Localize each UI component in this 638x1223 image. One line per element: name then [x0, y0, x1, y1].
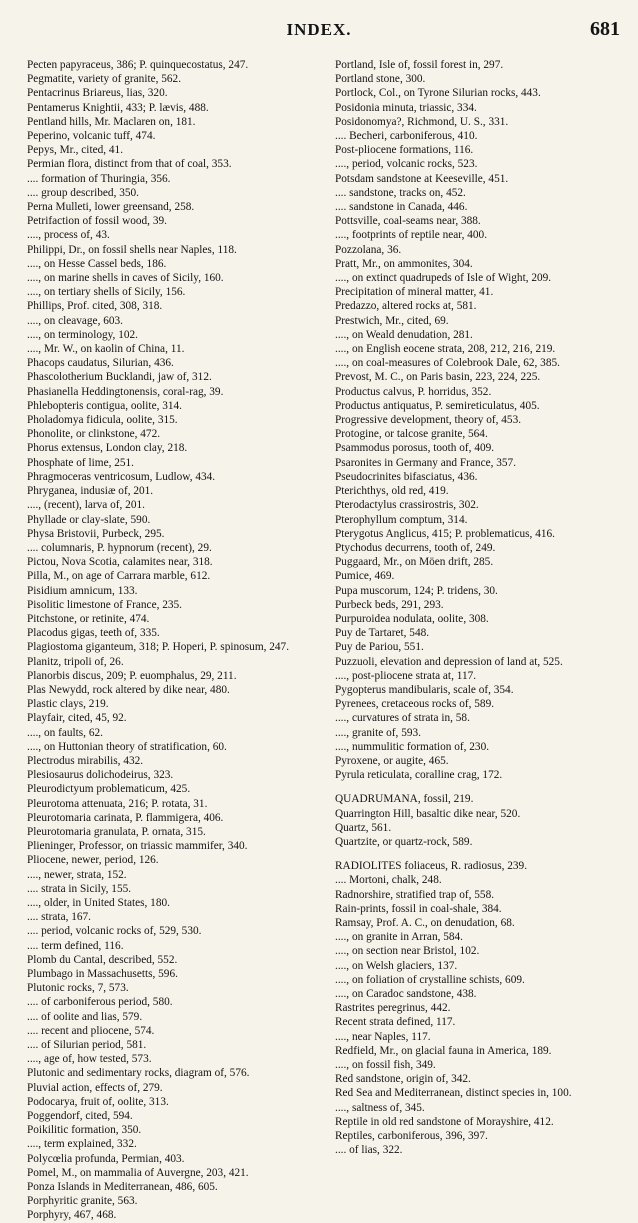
index-entry: Pentamerus Knightii, 433; P. lævis, 488.	[27, 101, 209, 114]
index-entry: Philippi, Dr., on fossil shells near Naples, 118.	[27, 243, 237, 256]
index-entry: ...., on coal-measures of Colebrook Dale, 62, 385.	[335, 357, 560, 370]
index-entry: ...., granite of, 593.	[335, 726, 421, 739]
index-entry: .... sandstone, tracks on, 452.	[335, 186, 466, 199]
index-entry: ...., on fossil fish, 349.	[335, 1059, 436, 1072]
index-entry: .... columnaris, P. hypnorum (recent), 29.	[27, 541, 212, 554]
index-entry: Posidonia minuta, triassic, 334.	[335, 101, 477, 114]
index-entry: Plagiostoma giganteum, 318; P. Hoperi, P. spinosum, 247.	[27, 641, 290, 654]
index-column-left	[27, 58, 317, 1223]
index-entry: Plieninger, Professor, on triassic mammifer, 340.	[27, 840, 248, 853]
index-entry: Petrifaction of fossil wood, 39.	[27, 215, 167, 228]
index-entry: Pratt, Mr., on ammonites, 304.	[335, 257, 473, 270]
index-entry: Rastrites peregrinus, 442.	[335, 1002, 451, 1015]
index-entry: Poikilitic formation, 350.	[27, 1124, 142, 1137]
index-entry: Productus antiquatus, P. semireticulatus, 405.	[335, 399, 540, 412]
index-entry: ...., post-pliocene strata at, 117.	[335, 669, 477, 682]
index-entry: Reptile in old red sandstone of Morayshire, 412.	[335, 1115, 554, 1128]
index-entry: Phasianella Heddingtonensis, coral-rag, 39.	[27, 385, 224, 398]
index-entry: Pterygotus Anglicus, 415; P. problematicus, 416.	[335, 527, 555, 540]
index-entry: Pisidium amnicum, 133.	[27, 584, 138, 597]
index-entry: Psaronites in Germany and France, 357.	[335, 456, 517, 469]
index-entry: ...., on marine shells in caves of Sicily, 160.	[27, 272, 224, 285]
index-entry: ...., on Hesse Cassel beds, 186.	[27, 257, 167, 270]
index-entry: Precipitation of mineral matter, 41.	[335, 286, 494, 299]
index-entry: Puy de Pariou, 551.	[335, 641, 424, 654]
index-entry: Psammodus porosus, tooth of, 409.	[335, 442, 495, 455]
index-entry: Puzzuoli, elevation and depression of land at, 525.	[335, 655, 563, 668]
index-entry: .... Becheri, carboniferous, 410.	[335, 130, 478, 143]
index-entry: Pozzolana, 36.	[335, 243, 402, 256]
index-entry: Phonolite, or clinkstone, 472.	[27, 428, 161, 441]
index-entry: Quartz, 561.	[335, 821, 392, 834]
index-entry: Plumbago in Massachusetts, 596.	[27, 968, 178, 980]
index-entry: ...., older, in United States, 180.	[27, 896, 170, 909]
index-entry: .... of carboniferous period, 580.	[27, 996, 173, 1009]
index-entry: Pupa muscorum, 124; P. tridens, 30.	[335, 584, 498, 597]
index-entry: Portlock, Col., on Tyrone Silurian rocks, 443.	[335, 87, 541, 100]
index-column-right	[335, 58, 625, 1157]
index-entry: ...., nummulitic formation of, 230.	[335, 740, 490, 753]
index-entry: Poggendorf, cited, 594.	[27, 1110, 133, 1123]
index-entry: ...., on Huttonian theory of stratification, 60.	[27, 740, 227, 753]
index-entry: ...., on English eocene strata, 208, 212, 216, 219.	[335, 343, 556, 356]
page-title: INDEX.	[286, 20, 352, 39]
index-entry: ...., (recent), larva of, 201.	[27, 499, 145, 512]
index-entry: .... formation of Thuringia, 356.	[27, 172, 171, 185]
index-entry: Prestwich, Mr., cited, 69.	[335, 314, 449, 327]
index-entry: .... period, volcanic rocks of, 529, 530.	[27, 925, 202, 938]
index-entry: Phragmoceras ventricosum, Ludlow, 434.	[27, 470, 216, 483]
index-entry: ...., footprints of reptile near, 400.	[335, 229, 488, 242]
index-entry: Plesiosaurus dolichodeirus, 323.	[27, 769, 174, 782]
index-entry: Plutonic rocks, 7, 573.	[27, 982, 129, 995]
index-entry: ...., curvatures of strata in, 58.	[335, 712, 470, 725]
index-entry: Plastic clays, 219.	[27, 698, 109, 711]
index-entry: Pyrenees, cretaceous rocks of, 589.	[335, 698, 495, 711]
index-entry: .... strata, 167.	[27, 911, 92, 924]
index-entry: Phorus extensus, London clay, 218.	[27, 442, 188, 455]
index-entry: ...., process of, 43.	[27, 229, 110, 242]
index-entry: Pilla, M., on age of Carrara marble, 612.	[27, 570, 211, 583]
index-entry: ...., term explained, 332.	[27, 1138, 137, 1151]
index-entry: Polycœlia profunda, Permian, 403.	[27, 1152, 185, 1165]
index-entry: Planitz, tripoli of, 26.	[27, 655, 124, 668]
index-entry: Puy de Tartaret, 548.	[335, 627, 430, 640]
index-entry: .... of lias, 322.	[335, 1144, 403, 1157]
index-entry: Portland, Isle of, fossil forest in, 297.	[335, 59, 504, 71]
index-entry: Pleurotoma attenuata, 216; P. rotata, 31.	[27, 797, 208, 810]
index-entry: Pecten papyraceus, 386; P. quinquecostatus, 247.	[27, 59, 249, 71]
index-entry: Plomb du Cantal, described, 552.	[27, 953, 178, 966]
index-entry: .... of Silurian period, 581.	[27, 1039, 147, 1052]
index-entry: RADIOLITES foliaceus, R. radiosus, 239.	[335, 860, 528, 873]
index-entry: Perna Mulleti, lower greensand, 258.	[27, 201, 195, 214]
index-entry: Prevost, M. C., on Paris basin, 223, 224, 225.	[335, 371, 541, 384]
page-header	[0, 18, 638, 48]
index-entry: Posidonomya?, Richmond, U. S., 331.	[335, 115, 509, 128]
index-entry: ...., on tertiary shells of Sicily, 156.	[27, 286, 186, 299]
index-entry: Pleurotomaria granulata, P. ornata, 315.	[27, 825, 206, 838]
index-entry: ...., newer, strata, 152.	[27, 868, 127, 881]
index-entry: Pholadomya fidicula, oolite, 315.	[27, 414, 178, 427]
index-entry: Ramsay, Prof. A. C., on denudation, 68.	[335, 916, 515, 929]
index-entry: Permian flora, distinct from that of coal, 353.	[27, 158, 232, 171]
index-entry: Purpuroidea nodulata, oolite, 308.	[335, 612, 489, 625]
index-entry: Phlebopteris contigua, oolite, 314.	[27, 399, 182, 412]
index-entry: ...., on cleavage, 603.	[27, 314, 123, 327]
index-entry: Pitchstone, or retinite, 474.	[27, 612, 150, 625]
index-entry: Pumice, 469.	[335, 570, 395, 583]
index-entry: Reptiles, carboniferous, 396, 397.	[335, 1130, 488, 1143]
index-entry: Red sandstone, origin of, 342.	[335, 1073, 471, 1086]
index-entry: Phryganea, indusiæ of, 201.	[27, 485, 154, 498]
index-entry: Pygopterus mandibularis, scale of, 354.	[335, 683, 514, 696]
index-entry: Ptychodus decurrens, tooth of, 249.	[335, 541, 496, 554]
index-entry: Potsdam sandstone at Keeseville, 451.	[335, 172, 509, 185]
index-entry: .... Mortoni, chalk, 248.	[335, 874, 442, 887]
index-entry: Plas Newydd, rock altered by dike near, 480.	[27, 683, 230, 696]
index-entry: ...., on Caradoc sandstone, 438.	[335, 988, 477, 1000]
index-entry: ...., on faults, 62.	[27, 726, 103, 739]
index-entry: Pottsville, coal-seams near, 388.	[335, 215, 481, 228]
index-entry: ...., on section near Bristol, 102.	[335, 945, 480, 958]
index-entry: Puggaard, Mr., on Möen drift, 285.	[335, 556, 494, 569]
index-entry: Pyrula reticulata, coralline crag, 172.	[335, 769, 503, 782]
index-entry: ...., on extinct quadrupeds of Isle of Wight, 209.	[335, 272, 552, 285]
index-entry: Physa Bristovii, Purbeck, 295.	[27, 527, 165, 540]
index-entry: Phascolotherium Bucklandi, jaw of, 312.	[27, 371, 212, 384]
index-entry: Phillips, Prof. cited, 308, 318.	[27, 300, 163, 313]
index-entry: Pegmatite, variety of granite, 562.	[27, 73, 182, 86]
page-number: 681	[590, 18, 620, 40]
index-entry: Pleurotomaria carinata, P. flammigera, 406.	[27, 811, 224, 824]
index-entry: Placodus gigas, teeth of, 335.	[27, 627, 160, 640]
index-entry: Pisolitic limestone of France, 235.	[27, 598, 182, 611]
index-entry: Pseudocrinites bifasciatus, 436.	[335, 470, 478, 483]
index-entry: Pterichthys, old red, 419.	[335, 485, 449, 498]
index-entry: Playfair, cited, 45, 92.	[27, 712, 127, 725]
index-entry: .... term defined, 116.	[27, 939, 124, 952]
index-entry: Pterophyllum comptum, 314.	[335, 513, 468, 526]
index-entry: Pluvial action, effects of, 279.	[27, 1081, 163, 1094]
index-entry: Porphyry, 467, 468.	[27, 1209, 117, 1222]
index-entry: Pterodactylus crassirostris, 302.	[335, 499, 479, 512]
index-entry: Pyroxene, or augite, 465.	[335, 754, 449, 767]
index-entry: Post-pliocene formations, 116.	[335, 144, 474, 157]
index-entry: ...., on foliation of crystalline schists, 609.	[335, 973, 525, 986]
index-entry: Recent strata defined, 117.	[335, 1016, 456, 1029]
index-entry: ...., Mr. W., on kaolin of China, 11.	[27, 343, 185, 356]
index-entry: Peperino, volcanic tuff, 474.	[27, 130, 156, 143]
index-entry: Pleurodictyum problematicum, 425.	[27, 783, 191, 796]
index-entry: .... sandstone in Canada, 446.	[335, 201, 468, 214]
index-entry: Plutonic and sedimentary rocks, diagram of, 576.	[27, 1067, 250, 1080]
index-entry: Progressive development, theory of, 453.	[335, 414, 522, 427]
index-entry: Pictou, Nova Scotia, calamites near, 318.	[27, 556, 213, 569]
index-entry: Pentland hills, Mr. Maclaren on, 181.	[27, 115, 196, 128]
index-entry: Quartzite, or quartz-rock, 589.	[335, 835, 473, 848]
index-entry: Pepys, Mr., cited, 41.	[27, 144, 124, 157]
index-entry: Phosphate of lime, 251.	[27, 456, 134, 469]
index-entry: ...., on Weald denudation, 281.	[335, 328, 473, 341]
index-entry: Pliocene, newer, period, 126.	[27, 854, 159, 867]
index-entry: ...., on terminology, 102.	[27, 328, 138, 341]
index-entry: Portland stone, 300.	[335, 73, 426, 86]
index-entry: Predazzo, altered rocks at, 581.	[335, 300, 477, 313]
index-entry: Protogine, or talcose granite, 564.	[335, 428, 488, 441]
index-entry: .... strata in Sicily, 155.	[27, 882, 132, 895]
index-entry: Rain-prints, fossil in coal-shale, 384.	[335, 902, 502, 915]
index-entry: .... recent and pliocene, 574.	[27, 1024, 155, 1037]
index-entry: .... of oolite and lias, 579.	[27, 1010, 143, 1023]
index-entry: Podocarya, fruit of, oolite, 313.	[27, 1095, 169, 1108]
index-entry: Redfield, Mr., on glacial fauna in America, 189.	[335, 1044, 552, 1057]
index-entry: Productus calvus, P. horridus, 352.	[335, 385, 492, 398]
index-entry: ...., age of, how tested, 573.	[27, 1053, 152, 1066]
index-entry: Quarrington Hill, basaltic dike near, 520.	[335, 807, 521, 820]
index-entry: Planorbis discus, 209; P. euomphalus, 29, 211.	[27, 669, 237, 682]
index-entry: Red Sea and Mediterranean, distinct species in, 100.	[335, 1087, 572, 1100]
index-entry: Plectrodus mirabilis, 432.	[27, 754, 144, 767]
index-entry: ...., saltness of, 345.	[335, 1101, 425, 1114]
index-entry: ...., near Naples, 117.	[335, 1030, 431, 1043]
index-entry: Phacops caudatus, Silurian, 436.	[27, 357, 174, 370]
index-entry: ...., on granite in Arran, 584.	[335, 931, 464, 944]
index-entry: Ponza Islands in Mediterranean, 486, 605.	[27, 1181, 218, 1194]
index-entry: Pentacrinus Briareus, lias, 320.	[27, 87, 168, 100]
index-entry: .... group described, 350.	[27, 186, 140, 199]
index-entry: Radnorshire, stratified trap of, 558.	[335, 888, 495, 901]
index-entry: Phyllade or clay-slate, 590.	[27, 513, 151, 526]
index-entry: Purbeck beds, 291, 293.	[335, 598, 444, 611]
index-entry: ...., on Welsh glaciers, 137.	[335, 959, 458, 972]
index-entry: ...., period, volcanic rocks, 523.	[335, 158, 478, 171]
index-entry: Pomel, M., on mammalia of Auvergne, 203, 421.	[27, 1166, 249, 1179]
index-entry: QUADRUMANA, fossil, 219.	[335, 793, 474, 806]
index-entry: Porphyritic granite, 563.	[27, 1195, 138, 1208]
